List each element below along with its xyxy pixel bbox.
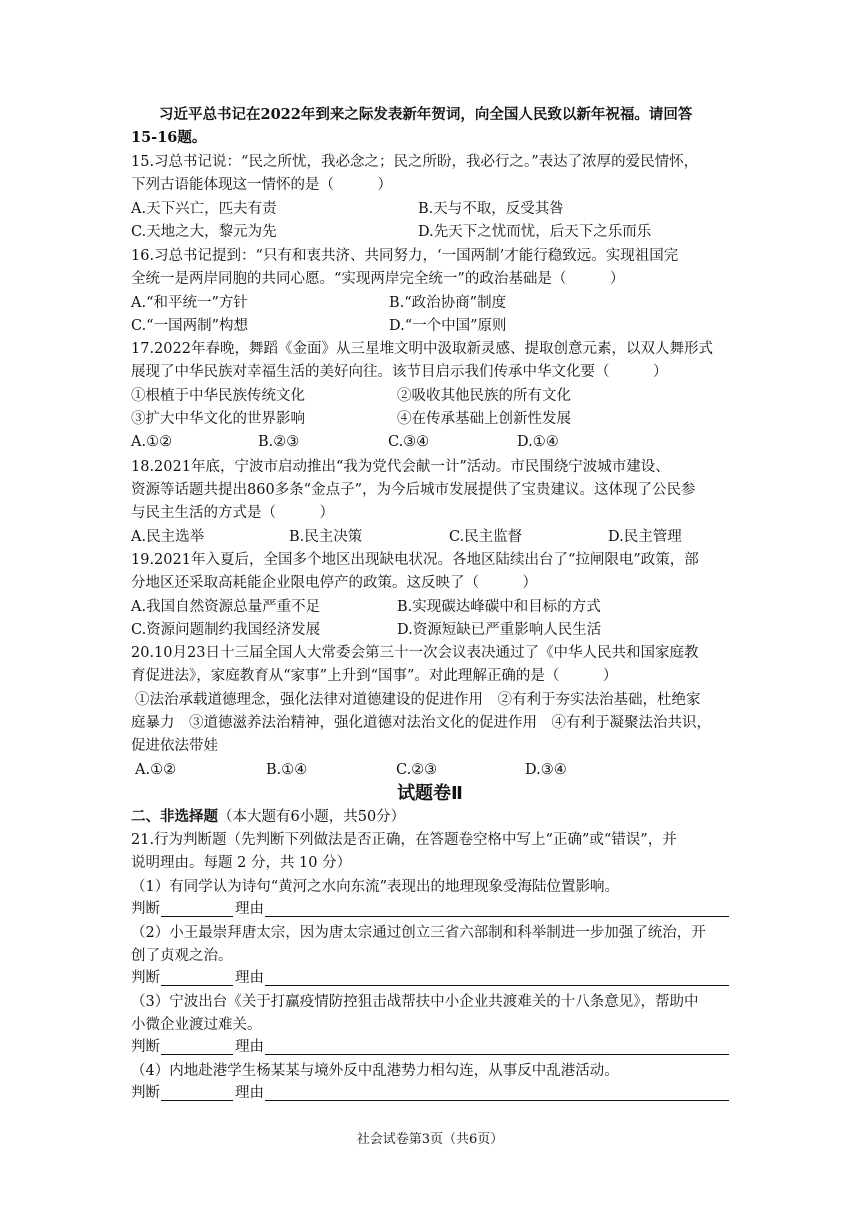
q18-option-d: D.民主管理 — [608, 529, 682, 545]
q18-stem-1: 18.2021年底，宁波市启动推出“我为党代会献一计”活动。市民围绕宁波城市建设、 — [131, 459, 670, 475]
q16-stem-1: 16.习总书记提到：“只有和衷共济、共同努力，‘一国两制’才能行稳致远。实现祖国完 — [131, 248, 679, 264]
section-note: （本大题有6小题，共50分） — [218, 809, 406, 825]
reason-blank[interactable] — [265, 1082, 729, 1101]
q17-stem-1: 17.2022年春晚，舞蹈《金面》从三星堆文明中汲取新灵感、提取创意元素，以双人舞形式 — [131, 341, 713, 357]
q21-stem-2: 说明理由。每题 2 分，共 10 分） — [131, 855, 352, 871]
q21-item-2-text-1: （2）小王最崇拜唐太宗，因为唐太宗通过创立三省六部制和科举制进一步加强了统治，开 — [131, 925, 706, 941]
judge-label: 判断 — [131, 1085, 160, 1101]
q18-option-b: B.民主决策 — [289, 529, 363, 545]
reason-label: 理由 — [235, 901, 264, 917]
q18-option-a: A.民主选举 — [131, 529, 205, 545]
q15-option-c: C.天地之大，黎元为先 — [131, 224, 277, 240]
q19-stem-2: 分地区还采取高耗能企业限电停产的政策。这反映了（ ） — [131, 575, 537, 591]
judge-label: 判断 — [131, 970, 160, 986]
reason-blank[interactable] — [265, 1036, 729, 1055]
q17-statement-3: ③扩大中华文化的世界影响 — [131, 411, 305, 427]
judge-blank[interactable] — [161, 967, 233, 986]
q15-stem-2: 下列古语能体现这一情怀的是（ ） — [131, 177, 392, 193]
q15-option-d: D.先天下之忧而忧，后天下之乐而乐 — [418, 224, 652, 240]
reason-blank[interactable] — [265, 967, 729, 986]
intro-line-2: 15-16题。 — [131, 129, 207, 146]
q17-statement-4: ④在传承基础上创新性发展 — [397, 411, 571, 427]
q21-item-3-text-2: 小微企业渡过难关。 — [131, 1017, 262, 1033]
q17-option-a: A.①② — [131, 434, 173, 450]
q21-item-2-text-2: 创了贞观之治。 — [131, 948, 233, 964]
q17-statement-1: ①根植于中华民族传统文化 — [131, 388, 305, 404]
q20-option-c: C.②③ — [396, 762, 438, 778]
q19-stem-1: 19.2021年入夏后，全国多个地区出现缺电状况。各地区陆续出台了“拉闸限电”政策，部 — [131, 552, 699, 568]
intro-line-1: 习近平总书记在2022年到来之际发表新年贺词，向全国人民致以新年祝福。请回答 — [159, 106, 693, 123]
section-subtitle — [131, 806, 405, 828]
reason-label: 理由 — [235, 970, 264, 986]
q19-option-c: C.资源问题制约我国经济发展 — [131, 622, 321, 638]
q20-stem-3: ①法治承载道德理念，强化法律对道德建设的促进作用 ②有利于夯实法治基础，杜绝家 — [135, 692, 701, 708]
q18-stem-2: 资源等话题共提出860多条“金点子”，为今后城市发展提供了宝贵建议。这体现了公民参 — [131, 482, 696, 498]
q20-stem-2: 育促进法》，家庭教育从“家事”上升到“国事”。对此理解正确的是（ ） — [131, 668, 618, 684]
q20-stem-5: 促进依法带娃 — [131, 738, 218, 754]
q20-stem-4: 庭暴力 ③道德滋养法治精神，强化道德对法治文化的促进作用 ④有利于凝聚法治共识， — [131, 715, 711, 731]
q21-item-3-answer-row — [131, 1036, 731, 1058]
q17-statement-2: ②吸收其他民族的所有文化 — [397, 388, 571, 404]
q16-option-a: A.“和平统一”方针 — [131, 295, 248, 311]
q19-option-d: D.资源短缺已严重影响人民生活 — [397, 622, 602, 638]
judge-label: 判断 — [131, 901, 160, 917]
q20-option-d: D.③④ — [525, 762, 567, 778]
q15-option-a: A.天下兴亡，匹夫有责 — [131, 201, 277, 217]
q15-stem-1: 15.习总书记说：“民之所忧，我必念之；民之所盼，我必行之。”表达了浓厚的爱民情怀， — [131, 154, 699, 170]
q16-option-c: C.“一国两制”构想 — [131, 318, 249, 334]
judge-blank[interactable] — [161, 898, 233, 917]
q17-option-b: B.②③ — [258, 434, 300, 450]
q20-option-a: A.①② — [135, 762, 177, 778]
q21-item-3-text-1: （3）宁波出台《关于打赢疫情防控狙击战帮扶中小企业共渡难关的十八条意见》，帮助中 — [131, 994, 699, 1010]
q21-item-2-answer-row — [131, 967, 731, 989]
q21-item-4-answer-row — [131, 1082, 731, 1104]
reason-blank[interactable] — [265, 898, 729, 917]
q17-option-d: D.①④ — [517, 434, 559, 450]
section-heading: 二、非选择题 — [131, 809, 218, 825]
q21-item-4-text: （4）内地赴港学生杨某某与境外反中乱港势力相勾连，从事反中乱港活动。 — [131, 1063, 619, 1079]
judge-blank[interactable] — [161, 1036, 233, 1055]
q15-option-b: B.天与不取，反受其咎 — [418, 201, 564, 217]
reason-label: 理由 — [235, 1085, 264, 1101]
q20-stem-1: 20.10月23日十三届全国人大常委会第三十一次会议表决通过了《中华人民共和国家庭教 — [131, 645, 699, 661]
reason-label: 理由 — [235, 1039, 264, 1055]
page-footer: 社会试卷第3页（共6页） — [356, 1132, 504, 1147]
q21-item-1-answer-row — [131, 898, 731, 920]
q16-option-b: B.“政治协商”制度 — [389, 295, 507, 311]
q18-stem-3: 与民主生活的方式是（ ） — [131, 505, 334, 521]
judge-label: 判断 — [131, 1039, 160, 1055]
q17-stem-2: 展现了中华民族对幸福生活的美好向往。该节目启示我们传承中华文化要（ ） — [131, 364, 668, 380]
q20-option-b: B.①④ — [266, 762, 308, 778]
section-title: 试题卷Ⅱ — [397, 783, 463, 804]
q16-stem-2: 全统一是两岸同胞的共同心愿。“实现两岸完全统一”的政治基础是（ ） — [131, 271, 625, 287]
judge-blank[interactable] — [161, 1082, 233, 1101]
q21-stem-1: 21.行为判断题（先判断下列做法是否正确，在答题卷空格中写上“正确”或“错误”，并 — [131, 832, 677, 848]
q16-option-d: D.“一个中国”原则 — [389, 318, 507, 334]
q19-option-a: A.我国自然资源总量严重不足 — [131, 599, 321, 615]
q19-option-b: B.实现碳达峰碳中和目标的方式 — [397, 599, 601, 615]
q18-option-c: C.民主监督 — [449, 529, 523, 545]
q21-item-1-text: （1）有同学认为诗句“黄河之水向东流”表现出的地理现象受海陆位置影响。 — [131, 879, 620, 895]
q17-option-c: C.③④ — [388, 434, 430, 450]
